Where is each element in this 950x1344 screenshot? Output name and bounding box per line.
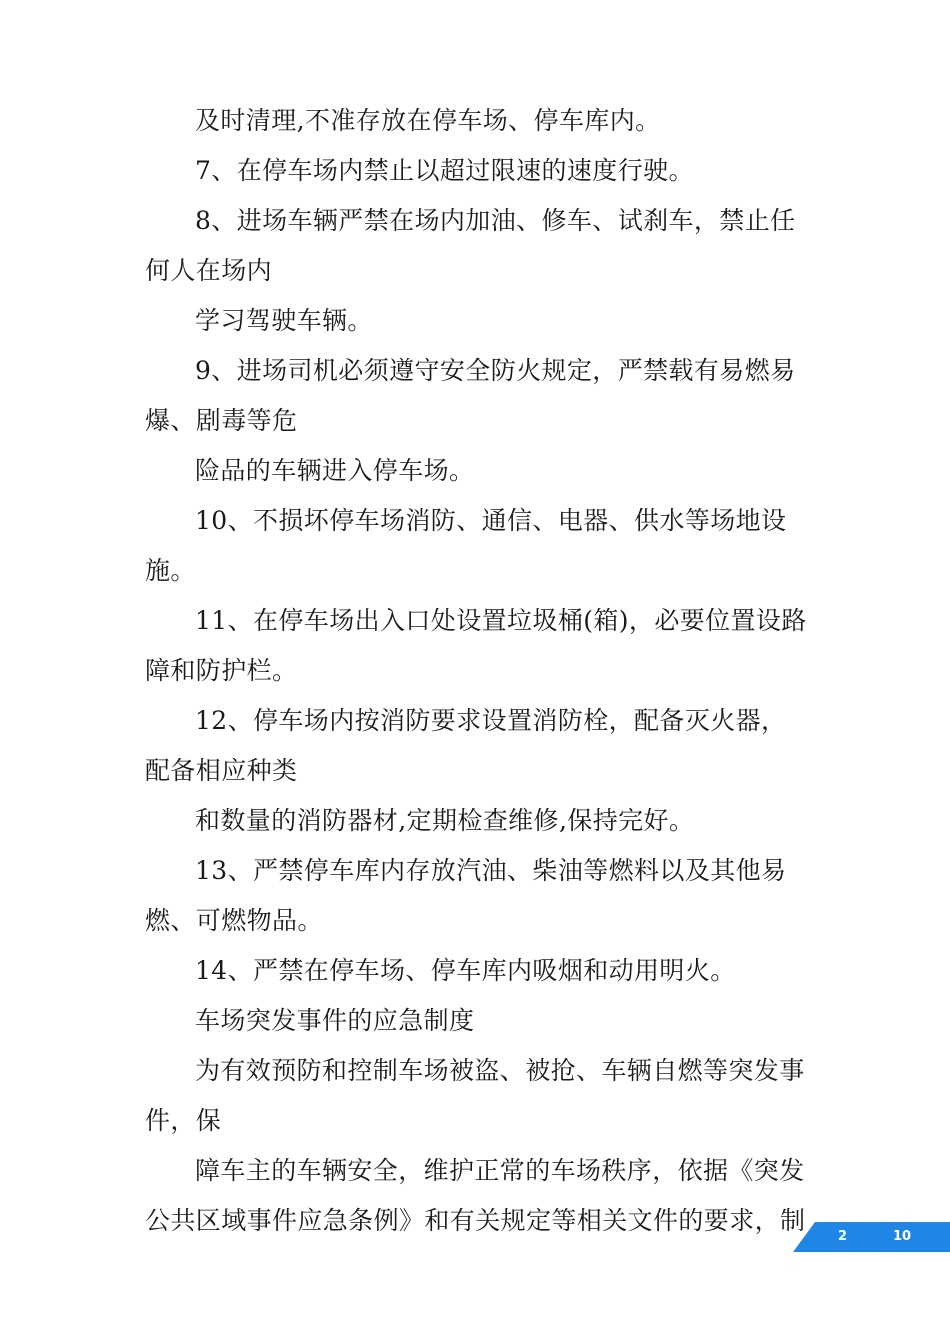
paragraph-line-12: 14、严禁在停车场、停车库内吸烟和动用明火。	[195, 956, 736, 985]
paragraph-line-5: 9、进场司机必须遵守安全防火规定，严禁载有易燃易爆、剧毒等危	[145, 356, 796, 435]
paragraph-line-1: 及时清理,不准存放在停车场、停车库内。	[195, 106, 661, 135]
paragraph-line-3: 8、进场车辆严禁在场内加油、修车、试刹车，禁止任何人在场内	[145, 206, 796, 285]
paragraph-line-6: 险品的车辆进入停车场。	[195, 456, 475, 485]
paragraph-line-8: 11、在停车场出入口处设置垃圾桶(箱)，必要位置设路障和防护栏。	[145, 606, 807, 685]
paragraph-line-4: 学习驾驶车辆。	[195, 306, 373, 335]
document-body	[145, 96, 810, 1246]
paragraph-line-11: 13、严禁停车库内存放汽油、柴油等燃料以及其他易燃、可燃物品。	[145, 856, 787, 935]
paragraph-line-9: 12、停车场内按消防要求设置消防栓，配备灭火器，配备相应种类	[145, 706, 787, 785]
page-number-total: 10	[893, 1229, 912, 1244]
paragraph-line-7: 10、不损坏停车场消防、通信、电器、供水等场地设施。	[145, 506, 787, 585]
paragraph-line-13: 为有效预防和控制车场被盗、被抢、车辆自燃等突发事件，保	[145, 1056, 805, 1135]
section-heading: 车场突发事件的应急制度	[195, 1006, 475, 1035]
paragraph-line-14: 障车主的车辆安全，维护正常的车场秩序，依据《突发公共区域事件应急条例》和有关规定等相关文件的要求，制	[145, 1156, 806, 1235]
paragraph-line-10: 和数量的消防器材,定期检查维修,保持完好。	[195, 806, 695, 835]
paragraph-line-2: 7、在停车场内禁止以超过限速的速度行驶。	[195, 156, 694, 185]
page-footer-bar	[793, 1222, 950, 1252]
page-number-current: 2	[838, 1229, 848, 1244]
